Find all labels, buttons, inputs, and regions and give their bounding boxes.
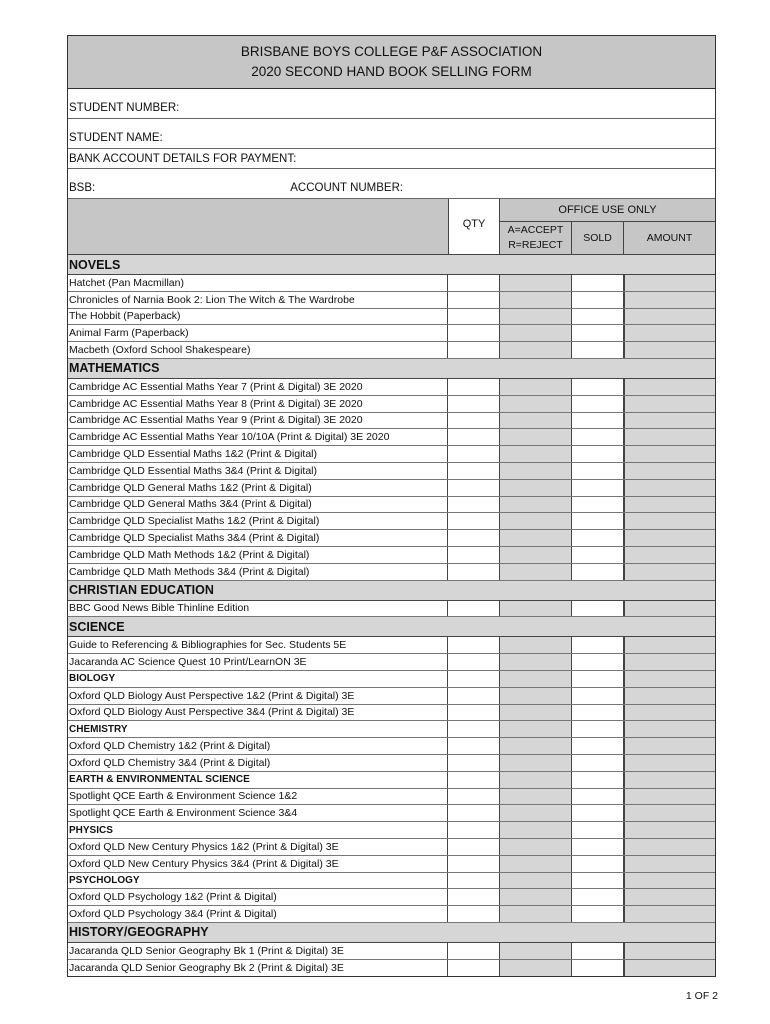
sold-cell (572, 325, 624, 341)
book-title: Cambridge QLD General Maths 1&2 (Print & Digital) (68, 480, 448, 496)
book-selling-form (67, 35, 716, 977)
book-row (68, 463, 715, 480)
accept-cell (500, 325, 572, 341)
subheading-label: CHEMISTRY (68, 721, 448, 737)
book-title: Guide to Referencing & Bibliographies for Sec. Students 5E (68, 637, 448, 653)
accept-cell (500, 789, 572, 805)
book-row (68, 839, 715, 856)
accept-cell (500, 497, 572, 513)
sold-cell (572, 480, 624, 496)
sold-cell (572, 379, 624, 395)
section-heading: HISTORY/GEOGRAPHY (68, 923, 715, 943)
qty-cell[interactable] (448, 960, 500, 977)
accept-cell (500, 772, 572, 788)
book-title: Cambridge QLD Essential Maths 1&2 (Print & Digital) (68, 446, 448, 462)
accept-cell (500, 721, 572, 737)
qty-cell[interactable] (448, 856, 500, 872)
accept-cell (500, 856, 572, 872)
qty-cell[interactable] (448, 275, 500, 291)
sold-cell (572, 396, 624, 412)
accept-cell (500, 755, 572, 771)
amount-cell (624, 463, 715, 479)
accept-cell (500, 960, 572, 977)
qty-cell[interactable] (448, 637, 500, 653)
sold-cell (572, 755, 624, 771)
book-row (68, 755, 715, 772)
accept-cell (500, 889, 572, 905)
book-row (68, 325, 715, 342)
book-title: Cambridge AC Essential Maths Year 8 (Print & Digital) 3E 2020 (68, 396, 448, 412)
sold-cell (572, 856, 624, 872)
amount-cell (624, 839, 715, 855)
student-name-label: STUDENT NAME: (69, 132, 163, 144)
accept-cell (500, 637, 572, 653)
qty-cell[interactable] (448, 805, 500, 821)
amount-cell (624, 755, 715, 771)
qty-cell[interactable] (448, 342, 500, 358)
amount-cell (624, 671, 715, 687)
amount-cell (624, 396, 715, 412)
qty-cell[interactable] (448, 413, 500, 429)
amount-header: AMOUNT (624, 222, 715, 254)
sold-cell (572, 873, 624, 889)
qty-cell[interactable] (448, 755, 500, 771)
book-title: Jacaranda AC Science Quest 10 Print/LearnON 3E (68, 654, 448, 670)
book-title: Spotlight QCE Earth & Environment Science 3&4 (68, 805, 448, 821)
accept-label: A=ACCEPT (507, 224, 564, 236)
office-use-label: OFFICE USE ONLY (500, 199, 715, 222)
qty-cell[interactable] (448, 480, 500, 496)
qty-cell[interactable] (448, 873, 500, 889)
sold-cell (572, 413, 624, 429)
header-title-cell (68, 199, 449, 254)
amount-cell (624, 772, 715, 788)
sold-cell (572, 429, 624, 445)
book-row (68, 688, 715, 705)
table-header (68, 199, 715, 255)
qty-cell[interactable] (448, 705, 500, 721)
qty-cell[interactable] (448, 325, 500, 341)
accept-cell (500, 688, 572, 704)
sold-cell (572, 889, 624, 905)
amount-cell (624, 705, 715, 721)
accept-cell (500, 309, 572, 325)
amount-cell (624, 721, 715, 737)
sold-cell (572, 497, 624, 513)
accept-cell (500, 275, 572, 291)
book-row (68, 429, 715, 446)
subject-subheading-row (68, 873, 715, 890)
accept-cell (500, 292, 572, 308)
subheading-label: PSYCHOLOGY (68, 873, 448, 889)
book-title: Oxford QLD Psychology 3&4 (Print & Digital) (68, 906, 448, 922)
book-row (68, 480, 715, 497)
qty-cell[interactable] (448, 721, 500, 737)
account-number-label: ACCOUNT NUMBER: (290, 182, 404, 194)
accept-cell (500, 564, 572, 580)
amount-cell (624, 943, 715, 959)
sold-cell (572, 564, 624, 580)
amount-cell (624, 822, 715, 838)
book-row (68, 654, 715, 671)
accept-cell (500, 654, 572, 670)
accept-cell (500, 396, 572, 412)
book-title: Cambridge AC Essential Maths Year 10/10A (Print & Digital) 3E 2020 (68, 429, 448, 445)
accept-cell (500, 429, 572, 445)
sold-cell (572, 601, 624, 617)
qty-cell[interactable] (448, 564, 500, 580)
book-row (68, 637, 715, 654)
book-title: Cambridge QLD Essential Maths 3&4 (Print & Digital) (68, 463, 448, 479)
book-title: Cambridge QLD Specialist Maths 1&2 (Print & Digital) (68, 513, 448, 529)
book-row (68, 960, 715, 977)
sold-cell (572, 772, 624, 788)
sold-cell (572, 637, 624, 653)
sold-cell (572, 513, 624, 529)
subject-subheading-row (68, 721, 715, 738)
book-title: Oxford QLD Chemistry 1&2 (Print & Digital) (68, 738, 448, 754)
qty-cell[interactable] (448, 738, 500, 754)
book-title: Cambridge AC Essential Maths Year 9 (Print & Digital) 3E 2020 (68, 413, 448, 429)
book-title: Cambridge QLD Math Methods 3&4 (Print & Digital) (68, 564, 448, 580)
sold-cell (572, 671, 624, 687)
qty-cell[interactable] (448, 463, 500, 479)
book-title: Oxford QLD New Century Physics 3&4 (Print & Digital) 3E (68, 856, 448, 872)
qty-cell[interactable] (448, 688, 500, 704)
book-row (68, 564, 715, 581)
amount-cell (624, 688, 715, 704)
sold-cell (572, 839, 624, 855)
sold-cell (572, 705, 624, 721)
sold-cell (572, 463, 624, 479)
student-number-label: STUDENT NUMBER: (69, 102, 180, 114)
book-title: Oxford QLD New Century Physics 1&2 (Print & Digital) 3E (68, 839, 448, 855)
section-heading: MATHEMATICS (68, 359, 715, 379)
amount-cell (624, 789, 715, 805)
sold-cell (572, 822, 624, 838)
subheading-label: EARTH & ENVIRONMENTAL SCIENCE (68, 772, 448, 788)
amount-cell (624, 413, 715, 429)
sold-cell (572, 906, 624, 922)
sold-cell (572, 943, 624, 959)
accept-cell (500, 547, 572, 563)
amount-cell (624, 292, 715, 308)
amount-cell (624, 856, 715, 872)
amount-cell (624, 805, 715, 821)
qty-cell[interactable] (448, 772, 500, 788)
accept-cell (500, 873, 572, 889)
accept-reject-header (500, 222, 572, 254)
sold-cell (572, 960, 624, 977)
amount-cell (624, 342, 715, 358)
amount-cell (624, 480, 715, 496)
qty-cell[interactable] (448, 906, 500, 922)
bank-details-row (68, 149, 715, 169)
page-number: 1 OF 2 (685, 990, 718, 1002)
sold-cell (572, 805, 624, 821)
qty-cell[interactable] (448, 497, 500, 513)
book-title: Macbeth (Oxford School Shakespeare) (68, 342, 448, 358)
sold-cell (572, 789, 624, 805)
qty-cell[interactable] (448, 379, 500, 395)
qty-cell[interactable] (448, 889, 500, 905)
accept-cell (500, 446, 572, 462)
qty-cell[interactable] (448, 943, 500, 959)
sold-cell (572, 530, 624, 546)
sold-cell (572, 721, 624, 737)
qty-cell[interactable] (448, 601, 500, 617)
book-row (68, 889, 715, 906)
amount-cell (624, 601, 715, 617)
bsb-label: BSB: (69, 182, 96, 194)
accept-cell (500, 601, 572, 617)
accept-cell (500, 805, 572, 821)
amount-cell (624, 309, 715, 325)
title-line-2: 2020 SECOND HAND BOOK SELLING FORM (251, 64, 532, 79)
section-heading: NOVELS (68, 255, 715, 275)
accept-cell (500, 413, 572, 429)
accept-cell (500, 738, 572, 754)
amount-cell (624, 530, 715, 546)
book-title: Jacaranda QLD Senior Geography Bk 2 (Print & Digital) 3E (68, 960, 448, 977)
subject-subheading-row (68, 671, 715, 688)
bsb-account-row[interactable] (68, 169, 715, 199)
book-title: Chronicles of Narnia Book 2: Lion The Witch & The Wardrobe (68, 292, 448, 308)
book-title: Spotlight QCE Earth & Environment Science 1&2 (68, 789, 448, 805)
book-row (68, 906, 715, 923)
book-row (68, 705, 715, 722)
subheading-label: PHYSICS (68, 822, 448, 838)
book-row (68, 530, 715, 547)
accept-cell (500, 822, 572, 838)
title-line-1: BRISBANE BOYS COLLEGE P&F ASSOCIATION (240, 44, 543, 59)
book-title: Cambridge QLD Specialist Maths 3&4 (Print & Digital) (68, 530, 448, 546)
sold-cell (572, 738, 624, 754)
qty-cell[interactable] (448, 547, 500, 563)
book-title: Cambridge QLD General Maths 3&4 (Print & Digital) (68, 497, 448, 513)
section-heading: CHRISTIAN EDUCATION (68, 581, 715, 601)
amount-cell (624, 547, 715, 563)
qty-cell[interactable] (448, 839, 500, 855)
book-row (68, 446, 715, 463)
qty-cell[interactable] (448, 513, 500, 529)
amount-cell (624, 654, 715, 670)
accept-cell (500, 943, 572, 959)
book-title: Oxford QLD Psychology 1&2 (Print & Digital) (68, 889, 448, 905)
office-use-header (500, 199, 715, 254)
book-row (68, 309, 715, 326)
qty-cell[interactable] (448, 396, 500, 412)
amount-cell (624, 873, 715, 889)
qty-cell[interactable] (448, 789, 500, 805)
amount-cell (624, 497, 715, 513)
book-title: Cambridge QLD Math Methods 1&2 (Print & Digital) (68, 547, 448, 563)
book-row (68, 292, 715, 309)
amount-cell (624, 738, 715, 754)
reject-label: R=REJECT (508, 239, 563, 251)
book-title: Hatchet (Pan Macmillan) (68, 275, 448, 291)
student-number-field[interactable] (68, 89, 715, 119)
subject-subheading-row (68, 772, 715, 789)
qty-header: QTY (449, 199, 500, 254)
book-row (68, 513, 715, 530)
qty-cell[interactable] (448, 671, 500, 687)
amount-cell (624, 429, 715, 445)
qty-cell[interactable] (448, 822, 500, 838)
book-row (68, 275, 715, 292)
book-row (68, 396, 715, 413)
accept-cell (500, 530, 572, 546)
amount-cell (624, 564, 715, 580)
sold-cell (572, 275, 624, 291)
book-title: Oxford QLD Biology Aust Perspective 3&4 (Print & Digital) 3E (68, 705, 448, 721)
qty-cell[interactable] (448, 654, 500, 670)
accept-cell (500, 705, 572, 721)
sold-cell (572, 309, 624, 325)
book-row (68, 342, 715, 359)
accept-cell (500, 839, 572, 855)
sold-cell (572, 292, 624, 308)
book-row (68, 856, 715, 873)
accept-cell (500, 671, 572, 687)
book-row (68, 379, 715, 396)
book-row (68, 547, 715, 564)
accept-cell (500, 513, 572, 529)
book-title: Cambridge AC Essential Maths Year 7 (Print & Digital) 3E 2020 (68, 379, 448, 395)
accept-cell (500, 463, 572, 479)
amount-cell (624, 275, 715, 291)
accept-cell (500, 379, 572, 395)
book-row (68, 413, 715, 430)
form-title (68, 36, 715, 89)
accept-cell (500, 480, 572, 496)
book-title: Oxford QLD Chemistry 3&4 (Print & Digital) (68, 755, 448, 771)
qty-cell[interactable] (448, 309, 500, 325)
amount-cell (624, 889, 715, 905)
qty-cell[interactable] (448, 429, 500, 445)
sold-cell (572, 688, 624, 704)
book-list (68, 255, 715, 976)
subject-subheading-row (68, 822, 715, 839)
qty-cell[interactable] (448, 446, 500, 462)
book-title: Animal Farm (Paperback) (68, 325, 448, 341)
book-row (68, 601, 715, 618)
book-row (68, 738, 715, 755)
accept-cell (500, 342, 572, 358)
amount-cell (624, 906, 715, 922)
qty-cell[interactable] (448, 530, 500, 546)
amount-cell (624, 379, 715, 395)
student-name-field[interactable] (68, 119, 715, 149)
qty-cell[interactable] (448, 292, 500, 308)
section-heading: SCIENCE (68, 617, 715, 637)
amount-cell (624, 960, 715, 977)
sold-header: SOLD (572, 222, 624, 254)
accept-cell (500, 906, 572, 922)
book-row (68, 943, 715, 960)
amount-cell (624, 325, 715, 341)
book-title: Oxford QLD Biology Aust Perspective 1&2 (Print & Digital) 3E (68, 688, 448, 704)
bank-details-label: BANK ACCOUNT DETAILS FOR PAYMENT: (69, 153, 297, 165)
sold-cell (572, 547, 624, 563)
subheading-label: BIOLOGY (68, 671, 448, 687)
book-row (68, 805, 715, 822)
amount-cell (624, 637, 715, 653)
amount-cell (624, 446, 715, 462)
sold-cell (572, 446, 624, 462)
amount-cell (624, 513, 715, 529)
sold-cell (572, 654, 624, 670)
book-row (68, 497, 715, 514)
book-title: The Hobbit (Paperback) (68, 309, 448, 325)
book-title: BBC Good News Bible Thinline Edition (68, 601, 448, 617)
sold-cell (572, 342, 624, 358)
book-title: Jacaranda QLD Senior Geography Bk 1 (Print & Digital) 3E (68, 943, 448, 959)
book-row (68, 789, 715, 806)
